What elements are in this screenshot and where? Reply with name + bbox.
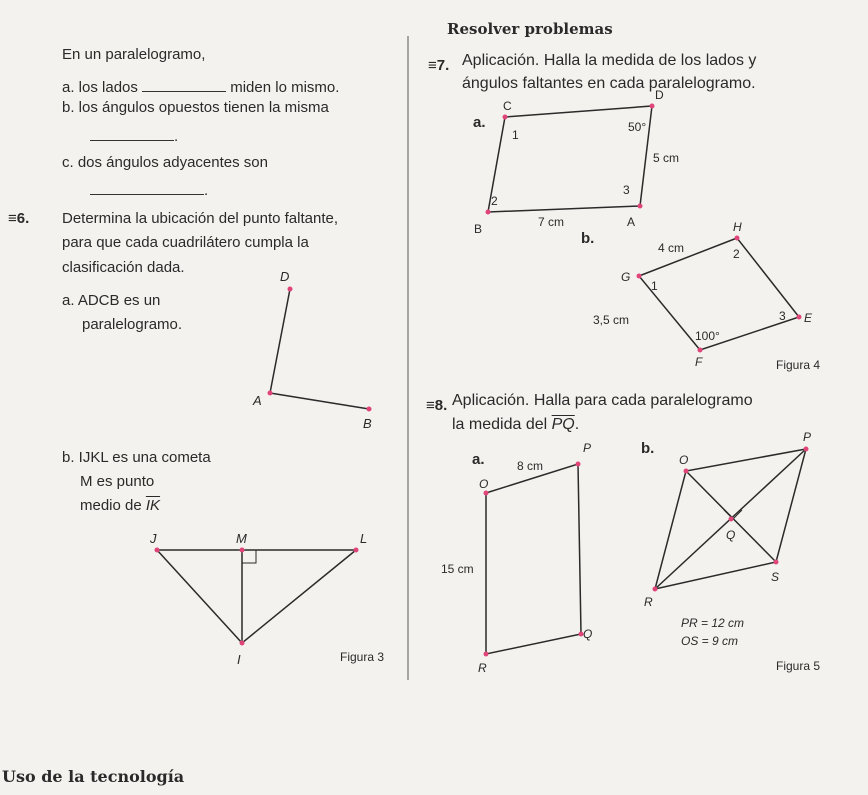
measure-pr: PR = 12 cm [681, 616, 745, 630]
vertex-e[interactable] [797, 315, 802, 320]
vertex-a[interactable] [638, 204, 643, 209]
problem-6b-line1: b. IJKL es una cometa [62, 449, 211, 466]
segment-pq: $\overline{PQ}$ [551, 416, 575, 433]
figure-4-caption: Figura 4 [776, 358, 821, 372]
item-b-end: . [174, 128, 179, 145]
problem-7a-label: a. [473, 114, 486, 131]
parallelogram-8a [486, 464, 581, 654]
item-b: b. los ángulos opuestos tienen la misma [62, 99, 329, 116]
vertex-8b-o[interactable] [684, 469, 689, 474]
side-7a-7cm: 7 cm [538, 215, 565, 229]
item-a-pre: a. los lados [62, 79, 138, 96]
label-8b-r: R [644, 595, 653, 609]
problem-8-line2-end: . [574, 416, 580, 433]
vertex-b[interactable] [486, 210, 491, 215]
label-l: L [360, 531, 368, 546]
vertex-g[interactable] [637, 274, 642, 279]
vertex-8a-r[interactable] [484, 652, 489, 657]
right-angle-mark [242, 550, 256, 563]
problem-6b-line2: M es punto [80, 473, 155, 490]
vertex-8b-p[interactable] [804, 447, 809, 452]
problem-8-line2-pre: la medida del [452, 416, 552, 433]
label-7b-f: F [695, 355, 703, 369]
section-uso-tecnologia: Uso de la tecnología [2, 767, 185, 786]
figure-8b-rhombus [644, 430, 811, 609]
figure-8a-parallelogram [441, 441, 592, 675]
label-8a-o: O [479, 477, 489, 491]
problem-6-line3: clasificación dada. [62, 259, 185, 276]
problem-6-number: ≡6. [8, 210, 30, 227]
vertex-c[interactable] [503, 115, 508, 120]
problem-7b-label: b. [581, 230, 595, 247]
angle-7a-50: 50° [628, 120, 647, 134]
figure-3-kite [149, 531, 367, 667]
angle-7a-1: 1 [512, 128, 519, 142]
side-8a-8cm: 8 cm [517, 459, 544, 473]
intro-text: En un paralelogramo, [62, 46, 206, 63]
problem-6b-line3-pre: medio de [80, 497, 146, 514]
angle-7a-3: 3 [623, 183, 630, 197]
section-resolver-problemas: Resolver problemas [447, 20, 613, 38]
point-d[interactable] [288, 287, 293, 292]
figure-3-caption: Figura 3 [340, 650, 385, 664]
point-i[interactable] [240, 641, 245, 646]
label-a: A [253, 393, 262, 408]
point-b[interactable] [367, 407, 372, 412]
label-8b-o: O [679, 453, 689, 467]
vertex-8b-q[interactable] [729, 517, 734, 522]
label-7b-e: E [804, 311, 813, 325]
side-8a-15cm: 15 cm [441, 562, 474, 576]
kite-sides [157, 550, 356, 643]
label-8a-q: Q [583, 627, 593, 641]
problem-8a-label: a. [472, 451, 485, 468]
label-7b-g: G [621, 270, 631, 284]
vertex-8a-o[interactable] [484, 491, 489, 496]
vertex-8b-r[interactable] [653, 587, 658, 592]
item-c-end: . [204, 182, 209, 199]
vertex-f[interactable] [698, 348, 703, 353]
side-7b-35cm: 3,5 cm [593, 313, 630, 327]
problem-7-line1: Aplicación. Halla la medida de los lados y [462, 52, 757, 69]
label-8a-r: R [478, 661, 487, 675]
vertex-8a-p[interactable] [576, 462, 581, 467]
label-7a-d: D [655, 88, 664, 102]
problem-6a-line1: a. ADCB es un [62, 292, 161, 309]
problem-6-line2: para que cada cuadrilátero cumpla la [62, 234, 309, 251]
label-j: J [150, 531, 157, 546]
label-7a-c: C [503, 99, 512, 113]
vertex-d[interactable] [650, 104, 655, 109]
label-d: D [280, 269, 290, 284]
problem-7-number: ≡7. [428, 57, 450, 74]
side-7a-5cm: 5 cm [653, 151, 680, 165]
problem-8-number: ≡8. [426, 397, 448, 414]
angle-7b-2: 2 [733, 247, 740, 261]
point-a[interactable] [268, 391, 273, 396]
label-7a-b: B [474, 222, 483, 236]
problem-6-line1: Determina la ubicación del punto faltante, [62, 210, 339, 227]
angle-7b-3: 3 [779, 309, 786, 323]
figure-7a-parallelogram [474, 88, 679, 236]
problem-6a-line2: paralelogramo. [82, 316, 183, 333]
label-8b-s: S [771, 570, 780, 584]
item-c: c. dos ángulos adyacentes son [62, 154, 268, 171]
label-8b-p: P [803, 430, 812, 444]
measure-os: OS = 9 cm [681, 634, 739, 648]
item-a-post: miden lo mismo. [230, 79, 340, 96]
label-7a-a: A [627, 215, 636, 229]
point-j[interactable] [155, 548, 160, 553]
angle-7a-2: 2 [491, 194, 498, 208]
figure-6a-lines [270, 289, 369, 409]
problem-7-line2: ángulos faltantes en cada paralelogramo. [462, 75, 756, 92]
segment-ik: $\overline{IK}$ [145, 497, 161, 514]
problem-8b-label: b. [641, 440, 655, 457]
label-8b-q: Q [726, 528, 736, 542]
problem-8-line1: Aplicación. Halla para cada paralelogramo [452, 392, 753, 409]
label-m: M [236, 531, 247, 546]
angle-7b-100: 100° [695, 329, 720, 343]
figure-7b-parallelogram [593, 220, 813, 369]
point-m[interactable] [240, 548, 245, 553]
point-l[interactable] [354, 548, 359, 553]
angle-7b-1: 1 [651, 279, 658, 293]
figure-6a [252, 269, 372, 431]
side-7b-4cm: 4 cm [658, 241, 685, 255]
label-8a-p: P [583, 441, 592, 455]
vertex-8b-s[interactable] [774, 560, 779, 565]
label-i: I [237, 652, 241, 667]
label-7b-h: H [733, 220, 742, 234]
label-b: B [363, 416, 372, 431]
figure-5-caption: Figura 5 [776, 659, 821, 673]
vertex-h[interactable] [735, 236, 740, 241]
